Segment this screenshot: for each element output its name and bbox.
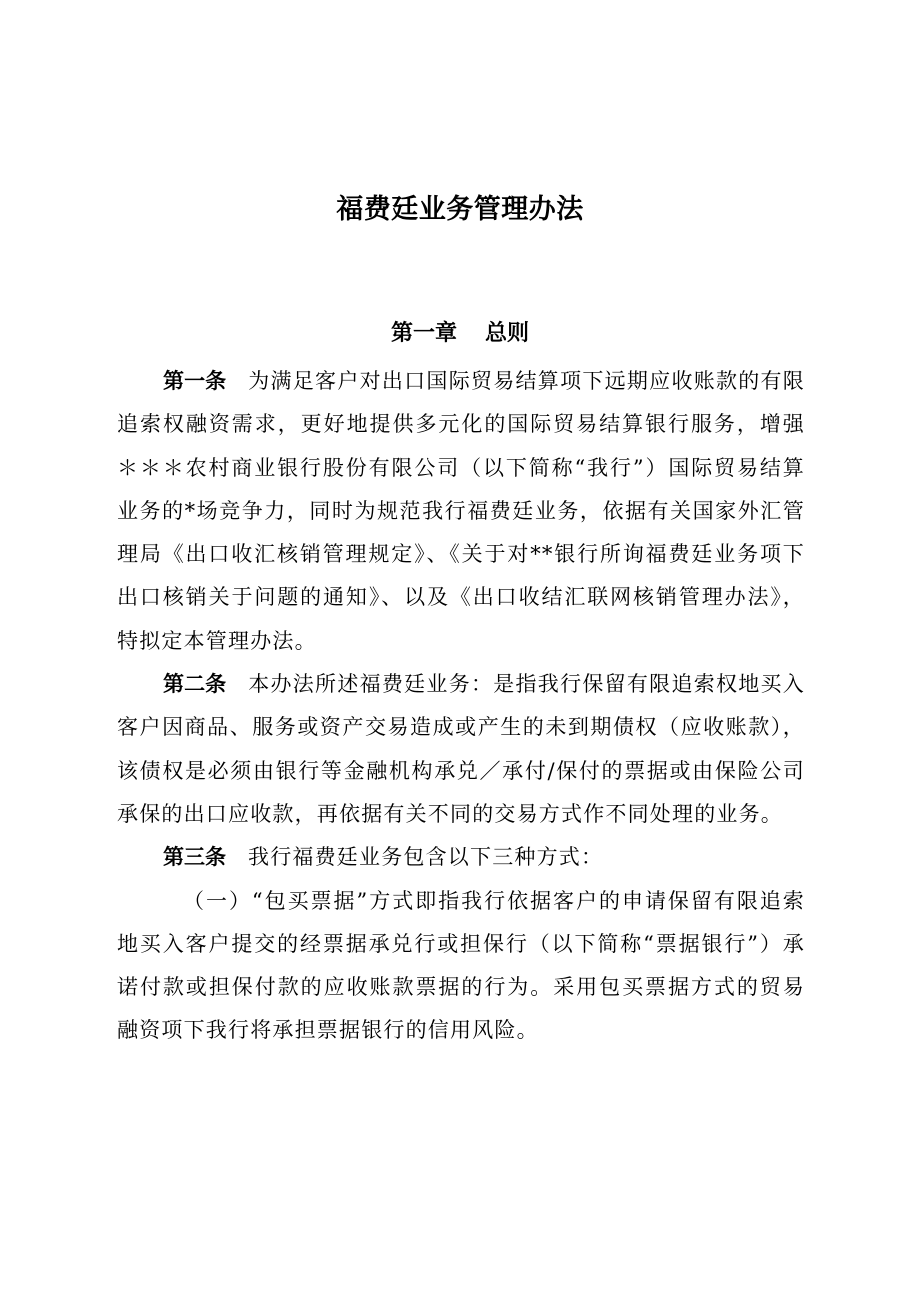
article-text: 我行福费廷业务包含以下三种方式： <box>248 845 604 870</box>
chapter-name: 总则 <box>485 321 530 346</box>
chapter-heading <box>0 314 920 354</box>
article-label: 第一条 <box>163 369 227 393</box>
article-paragraph <box>117 360 805 663</box>
list-item-paragraph <box>117 880 805 1053</box>
article-text: 为满足客户对出口国际贸易结算项下远期应收账款的有限追索权融资需求，更好地提供多元化的国际贸易结算银行服务，增强＊＊＊农村商业银行股份有限公司（以下简称“我行”）国际贸易结算业务的*场竞争力，同时为规范我行福费廷业务，依据有关国家外汇管理局《出口收汇核销管理规定》、《关于对**银行所询福费廷业务项下出口核销关于问题的通知》、以及《出口收结汇联网核销管理办法》，特拟定本管理办法。 <box>117 369 806 653</box>
chapter-number: 第一章 <box>390 321 457 346</box>
article-paragraph <box>117 836 805 879</box>
list-item-text: （一）“包买票据”方式即指我行依据客户的申请保留有限追索地买入客户提交的经票据承兑行或担保行（以下简称“票据银行”）承诺付款或担保付款的应收账款票据的行为。采用包买票据方式的贸易融资项下我行将承担票据银行的信用风险。 <box>117 888 805 1043</box>
article-paragraph <box>117 663 805 836</box>
article-text: 本办法所述福费廷业务：是指我行保留有限追索权地买入客户因商品、服务或资产交易造成或产生的未到期债权（应收账款），该债权是必须由银行等金融机构承兑／承付/保付的票据或由保险公司承保的出口应收款，再依据有关不同的交易方式作不同处理的业务。 <box>117 672 806 826</box>
document-title: 福费廷业务管理办法 <box>336 194 584 225</box>
document-body <box>117 360 805 1053</box>
article-label: 第二条 <box>163 672 227 697</box>
article-label: 第三条 <box>163 845 226 870</box>
